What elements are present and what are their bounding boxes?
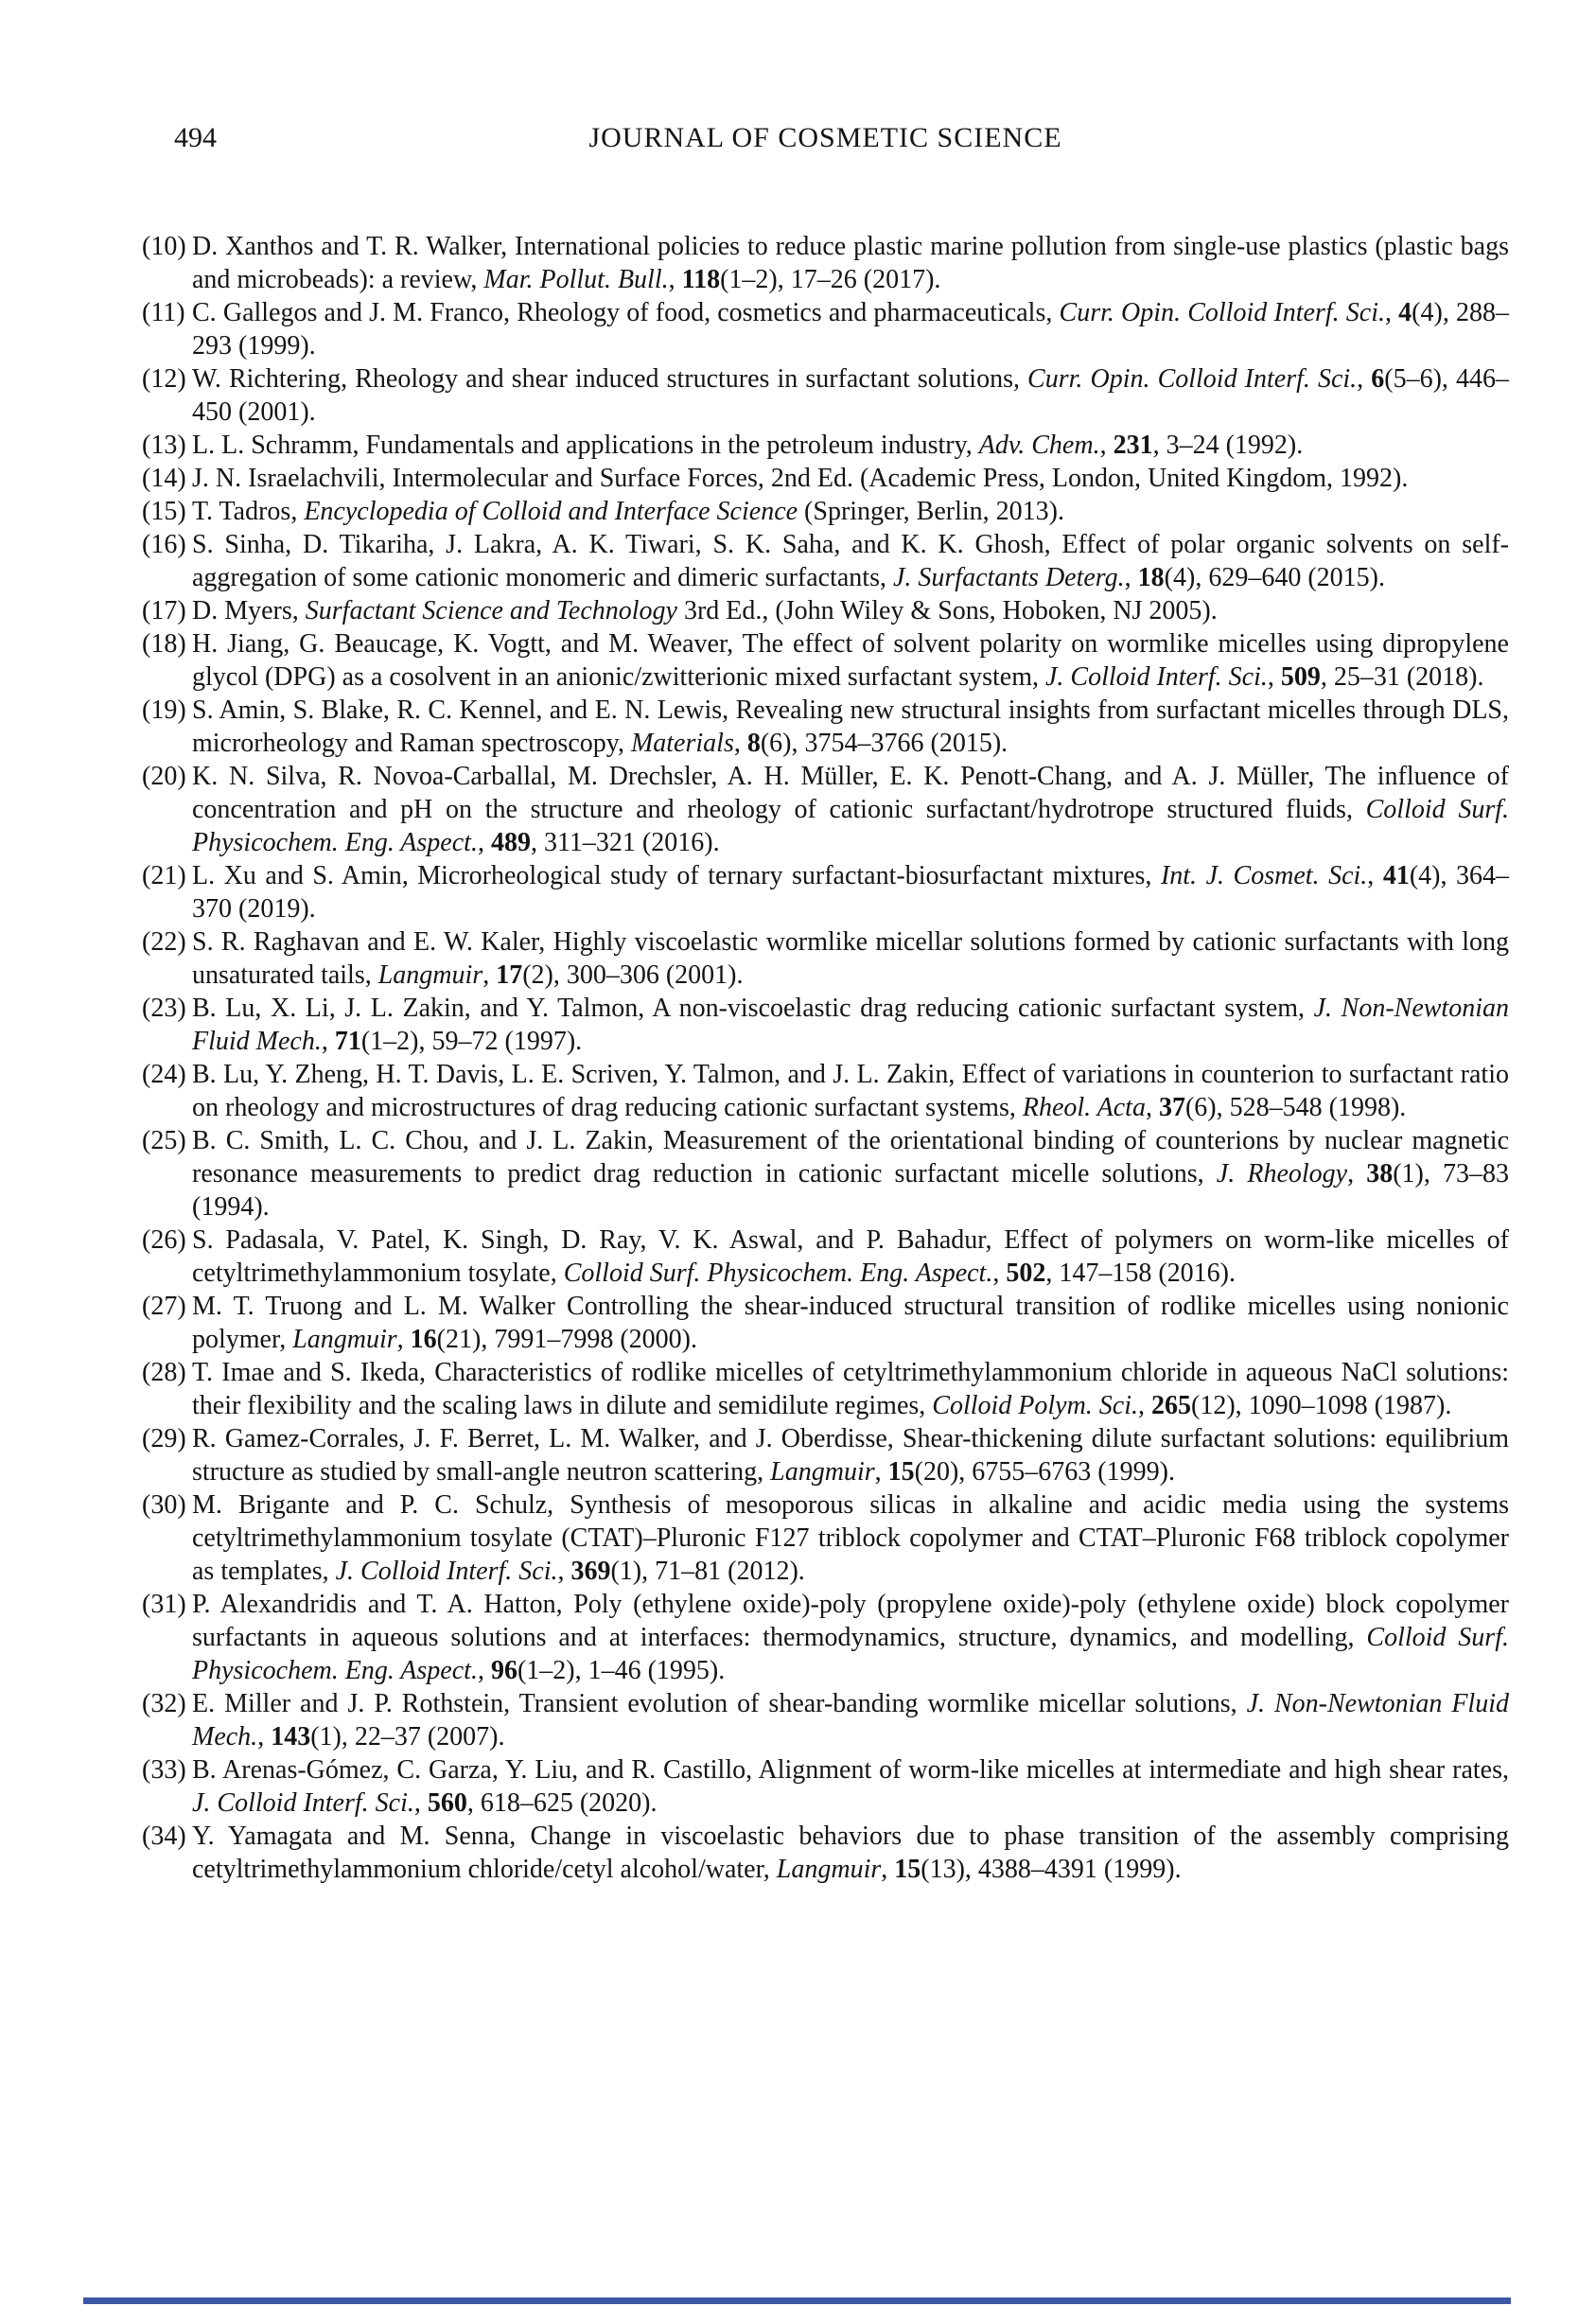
reference-item (142, 230, 1509, 296)
reference-text-segment: (4), 364–370 (2019). (192, 861, 1510, 924)
reference-text-segment: Langmuir (377, 960, 483, 990)
reference-text-segment: , 618–625 (2020). (466, 1788, 658, 1818)
reference-item (142, 859, 1509, 925)
reference-text-segment: , (881, 1855, 895, 1884)
reference-text-segment: J. Non-Newtonian Fluid Mech. (192, 1689, 1509, 1752)
reference-text-segment: (2), 300–306 (2001). (522, 960, 744, 990)
reference-text-segment: 15 (887, 1457, 915, 1487)
reference-text-segment: , 3–24 (1992). (1152, 431, 1304, 460)
reference-text-segment: 502 (1006, 1259, 1046, 1288)
reference-text-segment: M. Brigante and P. C. Schulz, Synthesis of mesoporous silicas in alkaline and acidic media using the systems cetyltrimethylammonium tosylate (CTAT)–Pluronic F127 triblock copolymer and CTAT–Pluronic F68 triblock copolymer as templates, (192, 1490, 1509, 1586)
reference-text-segment: 41 (1382, 861, 1410, 890)
reference-text-segment: Surfactant Science and Technology (305, 596, 677, 625)
reference-text-segment: J. Colloid Interf. Sci. (1045, 662, 1268, 692)
reference-text-segment: , (257, 1722, 272, 1752)
reference-item (142, 1290, 1509, 1356)
reference-text-segment: (13), 4388–4391 (1999). (921, 1855, 1182, 1884)
reference-text-segment: S. Padasala, V. Patel, K. Singh, D. Ray, V. K. Aswal, and P. Bahadur, Effect of polymers on worm-like micelles of cetyltrimethylammonium tosylate, (192, 1225, 1509, 1288)
reference-item (142, 992, 1509, 1058)
reference-text-segment: Mar. Pollut. Bull. (483, 265, 669, 294)
reference-text-segment: Int. J. Cosmet. Sci. (1160, 861, 1368, 890)
reference-item (142, 1820, 1509, 1886)
reference-text-segment: (12), 1090–1098 (1987). (1191, 1391, 1452, 1420)
reference-text-segment: Materials (630, 729, 734, 758)
reference-text-segment: , (1124, 563, 1138, 592)
reference-text-segment: , (477, 828, 491, 857)
reference-number: (25) (142, 1126, 186, 1155)
reference-number: (30) (142, 1490, 186, 1520)
reference-text-segment: J. Non-Newtonian Fluid Mech. (192, 994, 1509, 1056)
reference-text-segment: W. Richtering, Rheology and shear induced structures in surfactant solutions, (192, 364, 1028, 394)
reference-text-segment: J. N. Israelachvili, Intermolecular and Surface Forces, 2nd Ed. (Academic Press, London, United Kingdom, 1992). (192, 464, 1409, 493)
reference-text-segment: , (482, 960, 497, 990)
reference-text-segment: H. Jiang, G. Beaucage, K. Vogtt, and M. Weaver, The effect of solvent polarity on wormlike micelles using dipropylene glycol (DPG) as a cosolvent in an anionic/zwitterionic mixed surfactant system, (192, 629, 1509, 692)
reference-text-segment: 3rd Ed., (John Wiley & Sons, Hoboken, NJ 2005). (676, 596, 1218, 625)
reference-text-segment: 38 (1366, 1159, 1394, 1188)
reference-text-segment: J. Colloid Interf. Sci. (192, 1788, 414, 1818)
reference-text-segment: , (668, 265, 682, 294)
reference-text-segment: B. Lu, X. Li, J. L. Zakin, and Y. Talmon, A non-viscoelastic drag reducing cationic surfactant system, (192, 994, 1314, 1023)
reference-text-segment: , 147–158 (2016). (1045, 1259, 1236, 1288)
reference-text-segment: , 311–321 (2016). (530, 828, 720, 857)
reference-text-segment: , (733, 729, 747, 758)
page-number: 494 (174, 122, 217, 153)
reference-text-segment: , (477, 1656, 491, 1685)
reference-text-segment: J. Colloid Interf. Sci. (335, 1557, 558, 1586)
reference-item (142, 1124, 1509, 1223)
reference-number: (17) (142, 596, 186, 625)
reference-text-segment: , (1099, 431, 1114, 460)
reference-text-segment: (5–6), 446–450 (2001). (192, 364, 1509, 427)
reference-text-segment: (6), 528–548 (1998). (1184, 1093, 1407, 1122)
reference-text-segment: (4), 629–640 (2015). (1164, 563, 1385, 592)
reference-number: (27) (142, 1292, 186, 1321)
reference-text-segment: Colloid Surf. Physicochem. Eng. Aspect. (192, 795, 1509, 857)
reference-item (142, 362, 1509, 429)
reference-number: (12) (142, 364, 186, 394)
reference-text-segment: , (1385, 298, 1399, 327)
reference-number: (24) (142, 1060, 186, 1089)
reference-number: (19) (142, 695, 186, 725)
reference-text-segment: J. Rheology (1216, 1159, 1348, 1188)
reference-item (142, 1687, 1509, 1753)
reference-text-segment: 6 (1371, 364, 1385, 394)
reference-item (142, 594, 1509, 627)
reference-number: (33) (142, 1755, 186, 1785)
reference-text-segment: S. Sinha, D. Tikariha, J. Lakra, A. K. Tiwari, S. K. Saha, and K. K. Ghosh, Effect of polar organic solvents on self-aggregation of some cationic monomeric and dimeric surfactants, (192, 530, 1509, 592)
reference-text-segment: B. Arenas-Gómez, C. Garza, Y. Liu, and R. Castillo, Alignment of worm-like micelles at intermediate and high shear rates, (192, 1755, 1509, 1785)
reference-item (142, 694, 1509, 760)
reference-text-segment: D. Myers, (192, 596, 306, 625)
reference-item (142, 1356, 1509, 1422)
reference-text-segment: D. Xanthos and T. R. Walker, International policies to reduce plastic marine pollution from single-use plastics (plastic bags and microbeads): a review, (192, 232, 1509, 294)
reference-text-segment: B. Lu, Y. Zheng, H. T. Davis, L. E. Scriven, Y. Talmon, and J. L. Zakin, Effect of variations in counterion to surfactant ratio on rheology and microstructures of drag reducing cationic surfactant systems, (192, 1060, 1509, 1122)
reference-item (142, 1422, 1509, 1488)
reference-item (142, 925, 1509, 992)
reference-text-segment: 37 (1158, 1093, 1185, 1122)
reference-text-segment: L. L. Schramm, Fundamentals and applications in the petroleum industry, (192, 431, 979, 460)
reference-item (142, 495, 1509, 528)
reference-text-segment: S. Amin, S. Blake, R. C. Kennel, and E. N. Lewis, Revealing new structural insights from surfactant micelles through DLS, microrheology and Raman spectroscopy, (192, 695, 1509, 758)
reference-text-segment: (6), 3754–3766 (2015). (760, 729, 1008, 758)
reference-text-segment: Colloid Polym. Sci. (932, 1391, 1139, 1420)
bottom-blue-bar (83, 2297, 1511, 2304)
reference-text-segment: Encyclopedia of Colloid and Interface Science (304, 497, 798, 526)
reference-item (142, 1488, 1509, 1588)
reference-text-segment: , 25–31 (2018). (1320, 662, 1484, 692)
reference-item (142, 1058, 1509, 1124)
reference-text-segment: B. C. Smith, L. C. Chou, and J. L. Zakin, Measurement of the orientational binding of counterions by nuclear magnetic resonance measurements to predict drag reduction in cationic surfactant micelle solutions, (192, 1126, 1509, 1188)
reference-text-segment: , (992, 1259, 1007, 1288)
reference-text-segment: T. Imae and S. Ikeda, Characteristics of rodlike micelles of cetyltrimethylammonium chloride in aqueous NaCl solutions: their flexibility and the scaling laws in dilute and semidilute regimes, (192, 1358, 1509, 1420)
reference-text-segment: 231 (1113, 431, 1153, 460)
reference-text-segment: , (396, 1325, 411, 1354)
reference-text-segment: , (321, 1027, 335, 1056)
reference-text-segment: (1–2), 1–46 (1995). (517, 1656, 726, 1685)
reference-number: (34) (142, 1822, 186, 1851)
reference-text-segment: Curr. Opin. Colloid Interf. Sci. (1059, 298, 1385, 327)
reference-number: (11) (142, 298, 185, 327)
reference-text-segment: 489 (490, 828, 531, 857)
reference-text-segment: Colloid Surf. Physicochem. Eng. Aspect. (563, 1259, 993, 1288)
reference-text-segment: , (874, 1457, 888, 1487)
reference-text-segment: , (1145, 1093, 1159, 1122)
reference-number: (15) (142, 497, 186, 526)
reference-number: (26) (142, 1225, 186, 1255)
reference-number: (10) (142, 232, 186, 261)
reference-text-segment: Langmuir (776, 1855, 882, 1884)
reference-text-segment: 71 (334, 1027, 361, 1056)
reference-text-segment: (1–2), 59–72 (1997). (360, 1027, 583, 1056)
reference-number: (21) (142, 861, 186, 890)
reference-text-segment: , (1347, 1159, 1367, 1188)
reference-item (142, 462, 1509, 495)
reference-number: (16) (142, 530, 186, 559)
reference-item (142, 296, 1509, 362)
reference-text-segment: M. T. Truong and L. M. Walker Controlling the shear-induced structural transition of rodlike micelles using nonionic polymer, (192, 1292, 1509, 1354)
reference-text-segment: , (1138, 1391, 1152, 1420)
reference-number: (31) (142, 1590, 186, 1619)
reference-text-segment: 118 (681, 265, 721, 294)
reference-item (142, 627, 1509, 694)
reference-number: (22) (142, 927, 186, 957)
reference-number: (29) (142, 1424, 186, 1453)
reference-text-segment: 560 (427, 1788, 467, 1818)
reference-text-segment: (1), 71–81 (2012). (610, 1557, 805, 1586)
reference-text-segment: 265 (1151, 1391, 1192, 1420)
reference-text-segment: (1), 22–37 (2007). (310, 1722, 505, 1752)
reference-text-segment: Rheol. Acta (1022, 1093, 1146, 1122)
reference-text-segment: , (1367, 861, 1383, 890)
reference-text-segment: 509 (1280, 662, 1321, 692)
reference-number: (20) (142, 762, 186, 791)
reference-text-segment: L. Xu and S. Amin, Microrheological study of ternary surfactant-biosurfactant mixtures, (192, 861, 1161, 890)
reference-item (142, 760, 1509, 859)
reference-text-segment: K. N. Silva, R. Novoa-Carballal, M. Drechsler, A. H. Müller, E. K. Penott-Chang, and A. J. Müller, The influence of concentration and pH on the structure and rheology of cationic surfactant/hydrotrope structured fluids, (192, 762, 1509, 824)
reference-text-segment: Y. Yamagata and M. Senna, Change in viscoelastic behaviors due to phase transition of the assembly comprising cetyltrimethylammonium chloride/cetyl alcohol/water, (192, 1822, 1509, 1884)
reference-text-segment: 16 (410, 1325, 437, 1354)
reference-number: (23) (142, 994, 186, 1023)
reference-text-segment: E. Miller and J. P. Rothstein, Transient evolution of shear-banding wormlike micellar solutions, (192, 1689, 1247, 1718)
reference-text-segment: 369 (570, 1557, 611, 1586)
reference-text-segment: R. Gamez-Corrales, J. F. Berret, L. M. Walker, and J. Oberdisse, Shear-thickening dilute surfactant solutions: equilibrium structure as studied by small-angle neutron scattering, (192, 1424, 1509, 1487)
reference-text-segment: Curr. Opin. Colloid Interf. Sci. (1027, 364, 1358, 394)
reference-number: (13) (142, 431, 186, 460)
reference-item (142, 1588, 1509, 1687)
reference-text-segment: 15 (894, 1855, 921, 1884)
reference-text-segment: S. R. Raghavan and E. W. Kaler, Highly viscoelastic wormlike micellar solutions formed by cationic surfactants with long unsaturated tails, (192, 927, 1509, 990)
reference-item (142, 1753, 1509, 1820)
reference-number: (18) (142, 629, 186, 659)
references-list (142, 230, 1509, 1886)
page-header (142, 119, 1509, 161)
reference-text-segment: Colloid Surf. Physicochem. Eng. Aspect. (192, 1623, 1509, 1685)
reference-text-segment: (Springer, Berlin, 2013). (798, 497, 1064, 526)
reference-item (142, 1223, 1509, 1290)
reference-text-segment: 17 (496, 960, 523, 990)
reference-text-segment: 18 (1137, 563, 1165, 592)
reference-text-segment: (1), 73–83 (1994). (192, 1159, 1509, 1222)
reference-text-segment: , (1357, 364, 1372, 394)
reference-text-segment: 96 (490, 1656, 517, 1685)
reference-text-segment: Langmuir (770, 1457, 875, 1487)
reference-text-segment: (4), 288–293 (1999). (192, 298, 1509, 361)
reference-text-segment: (21), 7991–7998 (2000). (436, 1325, 697, 1354)
reference-text-segment: (1–2), 17–26 (2017). (720, 265, 941, 294)
journal-title: JOURNAL OF COSMETIC SCIENCE (588, 122, 1062, 153)
reference-item (142, 528, 1509, 594)
reference-text-segment: , (413, 1788, 428, 1818)
reference-text-segment: Langmuir (292, 1325, 397, 1354)
reference-text-segment: 8 (746, 729, 761, 758)
reference-item (142, 429, 1509, 462)
reference-text-segment: , (557, 1557, 571, 1586)
reference-text-segment: 143 (271, 1722, 311, 1752)
reference-text-segment: (20), 6755–6763 (1999). (914, 1457, 1175, 1487)
reference-number: (32) (142, 1689, 186, 1718)
reference-text-segment: Adv. Chem. (978, 431, 1100, 460)
reference-text-segment: 4 (1398, 298, 1412, 327)
reference-number: (14) (142, 464, 186, 493)
reference-number: (28) (142, 1358, 186, 1387)
reference-text-segment: C. Gallegos and J. M. Franco, Rheology of food, cosmetics and pharmaceuticals, (192, 298, 1060, 327)
reference-text-segment: P. Alexandridis and T. A. Hatton, Poly (ethylene oxide)-poly (propylene oxide)-poly (ethylene oxide) block copolymer surfactants in aqueous solutions and at interfaces: thermodynamics, structure, dynamics, and modelling, (192, 1590, 1509, 1652)
reference-text-segment: , (1267, 662, 1281, 692)
reference-text-segment: T. Tadros, (192, 497, 305, 526)
reference-text-segment: J. Surfactants Deterg. (892, 563, 1125, 592)
